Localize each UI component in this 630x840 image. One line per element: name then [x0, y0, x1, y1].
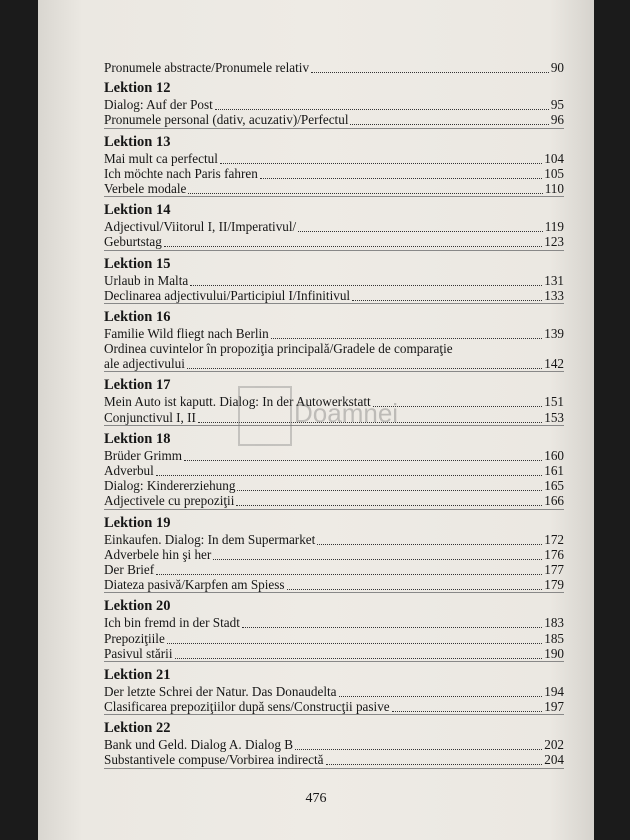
leader-dots [373, 395, 543, 407]
leader-dots [188, 182, 542, 194]
toc-entry [104, 448, 564, 463]
toc-entry-title: Conjunctivul I, II [104, 409, 196, 425]
lesson-entries [104, 737, 564, 768]
toc-entry-title: Declinarea adjectivului/Participiul I/Infinitivul [104, 287, 351, 303]
toc-entry-title: Einkaufen. Dialog: In dem Supermarket [104, 531, 316, 547]
leader-dots [352, 289, 542, 301]
toc-entry [104, 181, 564, 196]
toc-entry-title: Urlaub in Malta [104, 272, 189, 288]
leader-dots [392, 700, 543, 712]
leader-dots [190, 274, 542, 286]
toc-entry [104, 166, 564, 181]
watermark-logo [238, 380, 398, 450]
toc-entry [104, 151, 564, 166]
lesson-heading: Lektion 18 [104, 430, 171, 447]
toc-entry-title: Adverbul [104, 463, 154, 478]
toc-entry-title: Geburtstag [104, 234, 162, 250]
toc-entry-page: 177 [544, 561, 564, 577]
leader-dots [164, 235, 542, 247]
toc-entry-title: Mein Auto ist kaputt. Dialog: In der Autowerkstatt [104, 394, 371, 410]
toc-entry-page: 110 [544, 180, 564, 196]
toc-entry-page: 142 [544, 356, 564, 372]
toc-entry-title: Diateza pasivă/Karpfen am Spiess [104, 577, 285, 593]
toc-entry-page: 104 [544, 150, 564, 166]
toc-entry [104, 273, 564, 288]
leader-dots [242, 616, 542, 628]
toc-entry [104, 234, 564, 249]
toc-entry-title: Substantivele compuse/Vorbirea indirectă [104, 752, 324, 768]
toc-entry-title: Familie Wild fliegt nach Berlin [104, 325, 269, 341]
toc-entry-page: 123 [544, 234, 564, 250]
toc-entry-title: Ich bin fremd in der Stadt [104, 615, 240, 631]
lesson-entries [104, 326, 564, 373]
lesson-entries [104, 532, 564, 594]
leader-dots [317, 533, 542, 545]
leader-dots [175, 647, 543, 659]
lesson-entries [104, 273, 564, 304]
toc-entry-title: Dialog: Kindererziehung [104, 478, 236, 494]
lesson-heading: Lektion 16 [104, 308, 171, 325]
toc-entry [104, 326, 564, 341]
toc-entry [104, 562, 564, 577]
lesson-heading: Lektion 21 [104, 666, 171, 683]
lesson-entries [104, 615, 564, 662]
toc-entry-title: Mai mult ca perfectul [104, 150, 218, 166]
toc-entry [104, 112, 564, 127]
toc-entry-title: Pasivul stării [104, 645, 173, 661]
leader-dots [156, 563, 542, 575]
toc-entry-title: Ordinea cuvintelor în propoziţia principală/Gradele de comparaţie [104, 341, 453, 357]
lesson-entries [104, 151, 564, 198]
toc-entry [104, 478, 564, 493]
toc-entry [104, 219, 564, 234]
lesson-heading: Lektion 13 [104, 133, 171, 150]
watermark-text: Doamnei [294, 398, 399, 428]
lesson-heading: Lektion 15 [104, 255, 171, 272]
toc-entry-title: Adjectivul/Viitorul I, II/Imperativul/ [104, 219, 297, 235]
toc-entry-title: Bank und Geld. Dialog A. Dialog B [104, 737, 294, 753]
toc-entry-page: 119 [544, 219, 564, 235]
toc-entry-page: 139 [544, 325, 564, 341]
leader-dots [237, 479, 542, 491]
leader-dots [311, 61, 549, 73]
leader-dots [295, 738, 542, 750]
toc-entry [104, 547, 564, 562]
toc-entry-title: Clasificarea prepoziţiilor după sens/Construcţii pasive [104, 699, 390, 715]
leader-dots [298, 220, 542, 232]
toc-entry [104, 463, 564, 478]
toc-entry-page: 202 [544, 737, 564, 753]
toc-entry-page: 161 [544, 463, 564, 478]
toc-entry-page: 105 [544, 165, 564, 181]
toc-entry-title: Prepoziţiile [104, 630, 165, 646]
toc-entry [104, 684, 564, 699]
toc-entry-page: 160 [544, 447, 564, 463]
toc-entry-page: 133 [544, 287, 564, 303]
leader-dots [350, 113, 548, 125]
lesson-entries [104, 448, 564, 510]
toc-entry [104, 752, 564, 767]
toc-entry-title: Brüder Grimm [104, 447, 183, 463]
toc-entry [104, 493, 564, 508]
lesson-entries [104, 684, 564, 715]
lesson-heading: Lektion 22 [104, 720, 171, 737]
toc-entry [104, 631, 564, 646]
toc-entry [104, 699, 564, 714]
page-number: 476 [305, 791, 327, 806]
toc-entry [104, 288, 564, 303]
toc-entry-page: 96 [550, 112, 564, 128]
lesson-entries [104, 219, 564, 250]
toc-entry-title: Verbele modale [104, 180, 187, 196]
toc-entry-page: 190 [544, 645, 564, 661]
lesson-heading: Lektion 12 [104, 80, 171, 97]
toc-entry-page: 183 [544, 615, 564, 631]
toc-entry [104, 646, 564, 661]
toc-entry-title: Ich möchte nach Paris fahren [104, 165, 258, 181]
leader-dots [260, 167, 542, 179]
leader-dots [213, 548, 542, 560]
lesson-heading: Lektion 14 [104, 202, 171, 219]
toc-entry [104, 577, 564, 592]
leader-dots [326, 753, 543, 765]
toc-entry-title-continued: ale adjectivului [104, 356, 185, 372]
toc-entry [104, 532, 564, 547]
book-icon [238, 386, 292, 446]
leader-dots [220, 152, 542, 164]
toc-entry-page: 194 [544, 683, 564, 699]
leader-dots [271, 327, 542, 339]
lesson-heading: Lektion 19 [104, 514, 171, 531]
lesson-heading: Lektion 20 [104, 598, 171, 615]
toc-entry-page: 172 [544, 531, 564, 547]
lesson-entries [104, 97, 564, 128]
toc-entry-title: Der Brief [104, 561, 155, 577]
leader-dots [156, 464, 542, 476]
toc-entry-title: Der letzte Schrei der Natur. Das Donaudelta [104, 683, 337, 699]
toc-entry-title: Pronumele personal (dativ, acuzativ)/Perfectul [104, 112, 349, 128]
toc-entry-title: Pronumele abstracte/Pronumele relativ [104, 60, 310, 75]
leader-dots [167, 632, 542, 644]
toc-entry-page: 204 [544, 752, 564, 768]
toc-entry [104, 356, 564, 371]
leader-dots [184, 449, 542, 461]
toc-entry [104, 615, 564, 630]
book-page [38, 0, 594, 840]
toc-entry [104, 737, 564, 752]
toc-entry-page: 90 [550, 60, 564, 75]
toc-entry-page: 151 [544, 394, 564, 410]
toc-entry-page: 176 [544, 546, 564, 562]
toc-entry-title: Dialog: Auf der Post [104, 97, 213, 113]
leader-dots [215, 98, 549, 110]
leader-dots [339, 685, 543, 697]
leader-dots [287, 578, 543, 590]
toc-entry-title: Adverbele hin şi her [104, 546, 212, 562]
toc-entry-title: Adjectivele cu prepoziţii [104, 493, 235, 509]
toc-entry-page: 165 [544, 478, 564, 494]
toc-entry-page: 179 [544, 577, 564, 593]
toc-entry [104, 60, 564, 75]
toc-entry-page: 197 [544, 699, 564, 715]
toc-entry-page: 95 [550, 97, 564, 113]
toc-entry [104, 97, 564, 112]
leader-dots [236, 494, 542, 506]
toc-entry-page: 153 [544, 409, 564, 425]
leader-dots [187, 357, 542, 369]
lesson-heading: Lektion 17 [104, 377, 171, 394]
toc-entry-page: 131 [544, 272, 564, 288]
toc-entry-page: 185 [544, 630, 564, 646]
toc-entry-page: 166 [544, 493, 564, 509]
